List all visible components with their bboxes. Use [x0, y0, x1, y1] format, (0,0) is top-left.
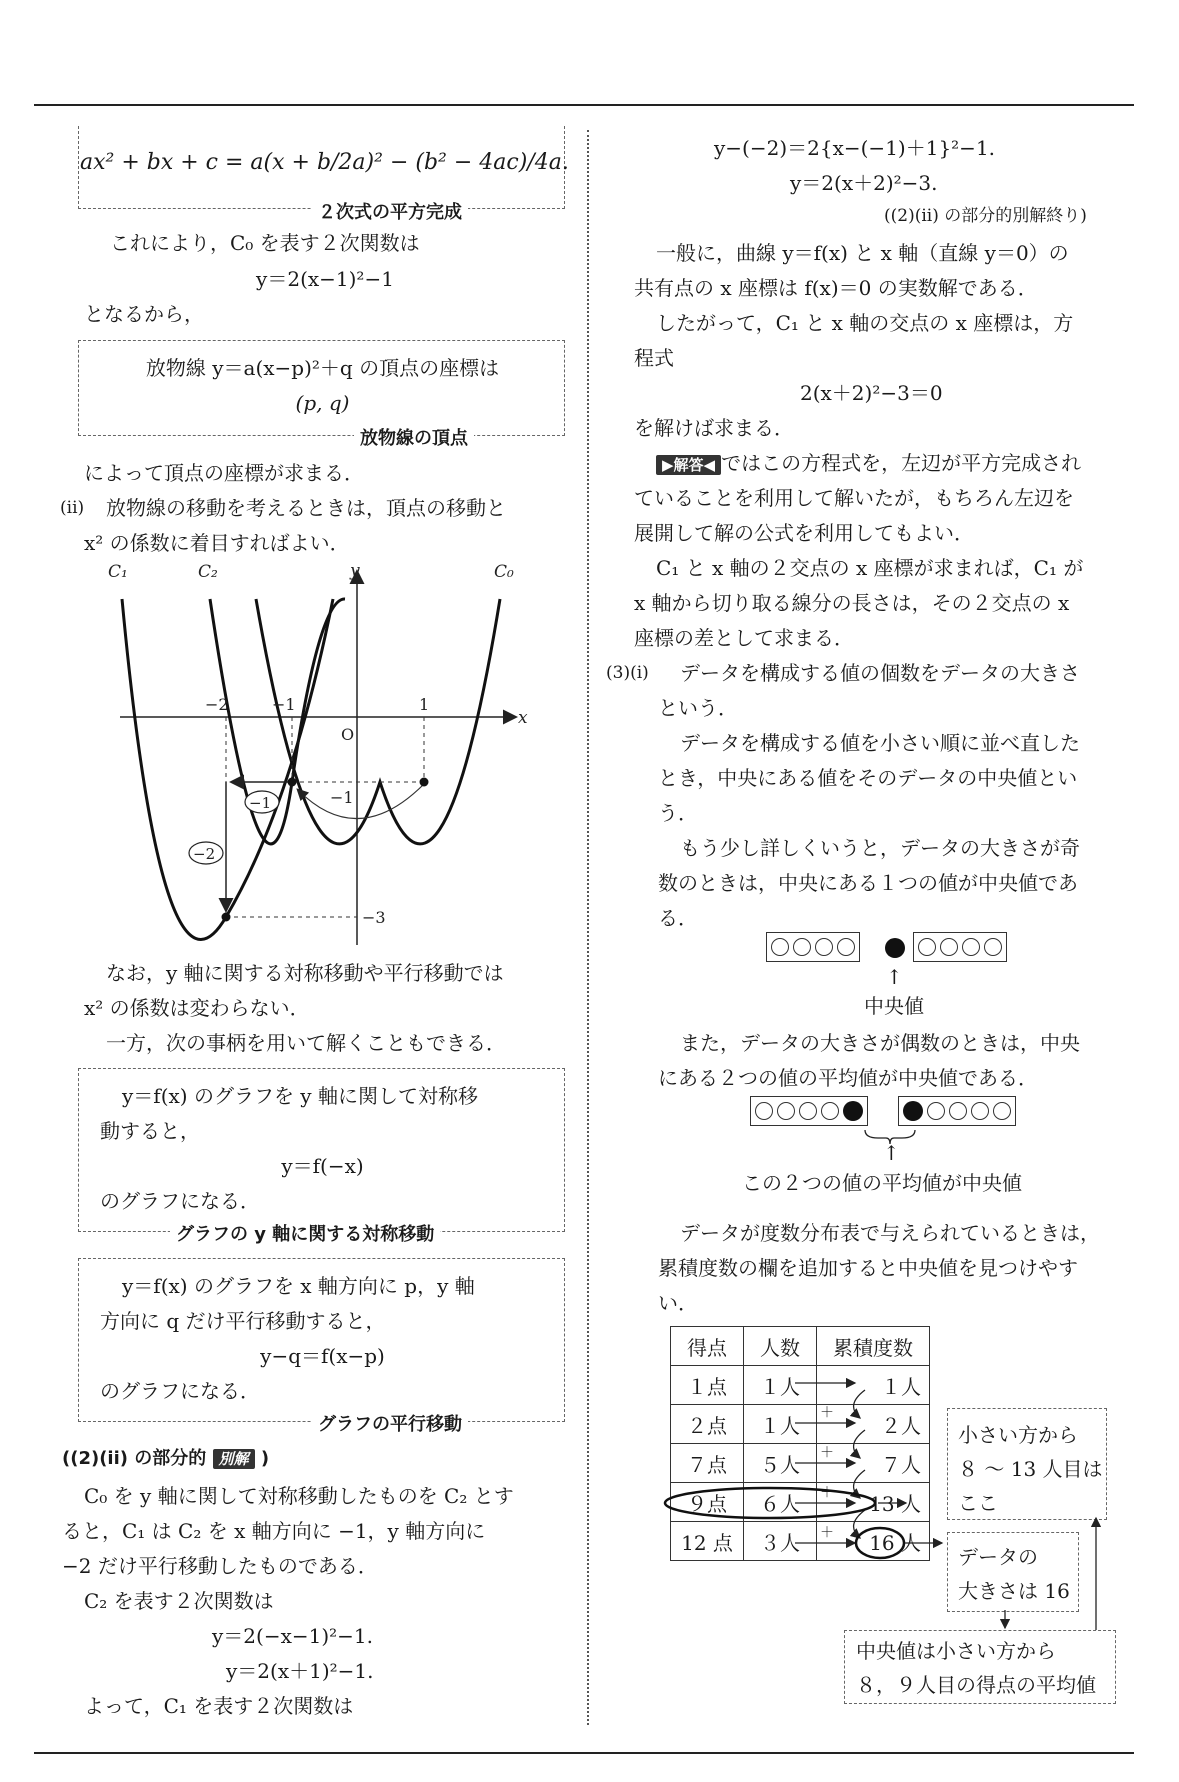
- paragraph: となるから，: [84, 302, 204, 326]
- table-cell: 16 人: [817, 1522, 930, 1561]
- table-cell: ２点: [671, 1405, 744, 1444]
- paragraph: という．: [658, 696, 738, 720]
- equation: y＝2(x＋2)²−3.: [790, 171, 938, 195]
- paragraph: データが度数分布表で与えられているときは，: [680, 1221, 1100, 1245]
- paragraph: 展開して解の公式を利用してもよい．: [634, 521, 974, 545]
- box-text: のグラフになる．: [100, 1379, 260, 1403]
- box-text: 放物線 y＝a(x−p)²＋q の頂点の座標は: [145, 356, 500, 380]
- alt-heading-post: ): [260, 1448, 270, 1469]
- table-cell: ７点: [671, 1444, 744, 1483]
- curve-c0: [256, 599, 500, 844]
- paragraph: とき，中央にある値をそのデータの中央値とい: [658, 766, 1078, 790]
- shift-label-1: −1: [249, 794, 272, 812]
- alt-solution-badge: 別解: [213, 1449, 255, 1469]
- equation: y＝2(x＋1)²−1.: [226, 1659, 374, 1683]
- box-text: 方向に q だけ平行移動すると，: [100, 1309, 386, 1333]
- shift-label-2: −2: [193, 845, 216, 863]
- equation: y＝2(x−1)²−1: [256, 267, 394, 291]
- plus-sign: ＋: [820, 1525, 834, 1541]
- paragraph: x² の係数に着目すればよい．: [84, 531, 350, 555]
- completing-square-formula: ax² + bx + c = a(x + b/2a)² − (b² − 4ac)/4a.: [80, 150, 569, 175]
- paragraph: 数のときは，中央にある１つの値が中央値であ: [658, 871, 1078, 895]
- box-text: y＝f(x) のグラフを y 軸に関して対称移: [122, 1084, 478, 1108]
- table-cell: １人: [817, 1366, 930, 1405]
- table-header: 累積度数: [817, 1327, 930, 1366]
- table-header: 得点: [671, 1327, 744, 1366]
- tick-minus1: −1: [272, 695, 296, 714]
- plus-sign: ＋: [820, 1445, 834, 1461]
- median-arrow: ↑: [886, 965, 903, 989]
- caption-translation: グラフの平行移動: [312, 1410, 468, 1436]
- paragraph: なお，y 軸に関する対称移動や平行移動では: [106, 961, 504, 985]
- paragraph: データを構成する値の個数をデータの大きさ: [680, 661, 1080, 685]
- box-text: (p, q): [295, 391, 350, 415]
- paragraph: したがって，C₁ と x 軸の交点の x 座標は，方: [656, 311, 1074, 335]
- label-y: y: [350, 561, 360, 581]
- box-text: のグラフになる．: [100, 1189, 260, 1213]
- box-text: y＝f(x) のグラフを x 軸方向に p，y 軸: [122, 1274, 475, 1298]
- tick-1: 1: [419, 695, 430, 714]
- alt-end-note: ((2)(ii) の部分的別解終り): [884, 206, 1087, 226]
- paragraph: C₁ と x 軸の２交点の x 座標が求まれば，C₁ が: [656, 556, 1084, 580]
- odd-data-left-group: [766, 932, 860, 962]
- paragraph: C₀ を y 軸に関して対称移動したものを C₂ とす: [84, 1484, 514, 1508]
- bottom-rule: [34, 1752, 1134, 1754]
- note-text: 小さい方から: [958, 1423, 1078, 1447]
- plus-sign: ＋: [820, 1485, 834, 1501]
- paragraph: これにより，C₀ を表す２次関数は: [110, 231, 420, 255]
- paragraph: ていることを利用して解いたが，もちろん左辺を: [634, 486, 1074, 510]
- paragraph: x 軸から切り取る線分の長さは，その２交点の x: [634, 591, 1070, 615]
- answer-badge: ▶解答◀: [656, 455, 721, 475]
- paragraph: 共有点の x 座標は f(x)＝0 の実数解である．: [634, 276, 1038, 300]
- paragraph: よって，C₁ を表す２次関数は: [84, 1694, 354, 1718]
- paragraph: 累積度数の欄を追加すると中央値を見つけやす: [658, 1256, 1078, 1280]
- label-origin: O: [341, 725, 355, 744]
- note-text: 中央値は小さい方から: [856, 1639, 1056, 1663]
- box-text: 動すると，: [100, 1119, 200, 1143]
- table-header: 人数: [744, 1327, 817, 1366]
- paragraph: データを構成する値を小さい順に並べ直した: [680, 731, 1080, 755]
- table-cell: ７人: [817, 1444, 930, 1483]
- even-data-right-group: [898, 1096, 1016, 1126]
- note-text: ８ ～ 13 人目は: [958, 1457, 1103, 1481]
- label-c0: C₀: [494, 562, 514, 582]
- caption-reflection: グラフの y 軸に関する対称移動: [170, 1220, 440, 1246]
- paragraph: 一方，次の事柄を用いて解くこともできる．: [106, 1031, 506, 1055]
- paragraph: い．: [658, 1291, 698, 1315]
- paragraph: 程式: [634, 346, 674, 370]
- alt-heading-pre: ((2)(ii) の部分的: [62, 1448, 207, 1469]
- parabola-graph: [100, 555, 540, 955]
- label-c1: C₁: [108, 562, 128, 582]
- odd-data-right-group: [913, 932, 1007, 962]
- paragraph: C₂ を表す２次関数は: [84, 1589, 274, 1613]
- median-dot: [885, 938, 905, 958]
- tick-y-minus3: −3: [362, 908, 386, 927]
- table-cell: 12 点: [671, 1522, 744, 1561]
- box-text: y−q＝f(x−p): [260, 1344, 385, 1368]
- column-separator: [587, 130, 589, 1725]
- plus-sign: ＋: [820, 1405, 834, 1421]
- table-cell: １人: [744, 1366, 817, 1405]
- paragraph: ると，C₁ は C₂ を x 軸方向に −1，y 軸方向に: [62, 1519, 486, 1543]
- table-cell: ５人: [744, 1444, 817, 1483]
- table-cell: ２人: [817, 1405, 930, 1444]
- reflection-arc: [298, 784, 424, 819]
- paragraph: によって頂点の座標が求まる．: [84, 461, 364, 485]
- paragraph: る．: [658, 906, 698, 930]
- table-cell: ９点: [671, 1483, 744, 1522]
- note-text: データの: [958, 1545, 1038, 1569]
- box-text: y＝f(−x): [281, 1154, 364, 1178]
- paragraph-text: ではこの方程式を，左辺が平方完成され: [721, 451, 1082, 475]
- tick-minus2: −2: [205, 695, 229, 714]
- table-cell: １人: [744, 1405, 817, 1444]
- caption-completing-square: ２次式の平方完成: [312, 198, 468, 224]
- paragraph: 放物線の移動を考えるときは，頂点の移動と: [106, 496, 506, 520]
- item-label: (ii): [60, 498, 85, 518]
- label-x: x: [518, 708, 528, 728]
- median-label: 中央値: [864, 994, 924, 1018]
- note-connectors: [990, 1500, 1110, 1640]
- tick-y-minus1: −1: [330, 788, 354, 807]
- curve-c1: [122, 599, 333, 939]
- equation: y＝2(−x−1)²−1.: [212, 1624, 374, 1648]
- caption-vertex: 放物線の頂点: [354, 424, 474, 450]
- pair-arrow: ↑: [883, 1141, 900, 1165]
- paragraph: また，データの大きさが偶数のときは，中央: [680, 1031, 1080, 1055]
- paragraph: もう少し詳しくいうと，データの大きさが奇: [680, 836, 1080, 860]
- table-cell: 13 人: [817, 1483, 930, 1522]
- top-rule: [34, 104, 1134, 106]
- paragraph: [656, 450, 1081, 476]
- table-cell: １点: [671, 1366, 744, 1405]
- table-cell: ３人: [744, 1522, 817, 1561]
- note-text: ここ: [958, 1491, 998, 1515]
- pair-median-label: この２つの値の平均値が中央値: [742, 1171, 1022, 1195]
- paragraph: x² の係数は変わらない．: [84, 996, 310, 1020]
- note-text: 大きさは 16: [958, 1579, 1070, 1603]
- alt-solution-heading: [62, 1446, 269, 1472]
- paragraph: う．: [658, 801, 698, 825]
- item-label: (3)(i): [606, 663, 649, 683]
- even-data-left-group: [750, 1096, 868, 1126]
- paragraph: 座標の差として求まる．: [634, 626, 854, 650]
- equation: y−(−2)＝2{x−(−1)＋1}²−1.: [714, 136, 996, 160]
- label-c2: C₂: [198, 562, 218, 582]
- paragraph: にある２つの値の平均値が中央値である．: [658, 1066, 1038, 1090]
- note-text: ８，９人目の得点の平均値: [856, 1673, 1096, 1697]
- equation: 2(x＋2)²−3＝0: [800, 381, 943, 405]
- paragraph: 一般に，曲線 y＝f(x) と x 軸（直線 y＝0）の: [656, 241, 1069, 265]
- paragraph: −2 だけ平行移動したものである．: [62, 1554, 378, 1578]
- paragraph: を解けば求まる．: [634, 416, 794, 440]
- table-cell: ６人: [744, 1483, 817, 1522]
